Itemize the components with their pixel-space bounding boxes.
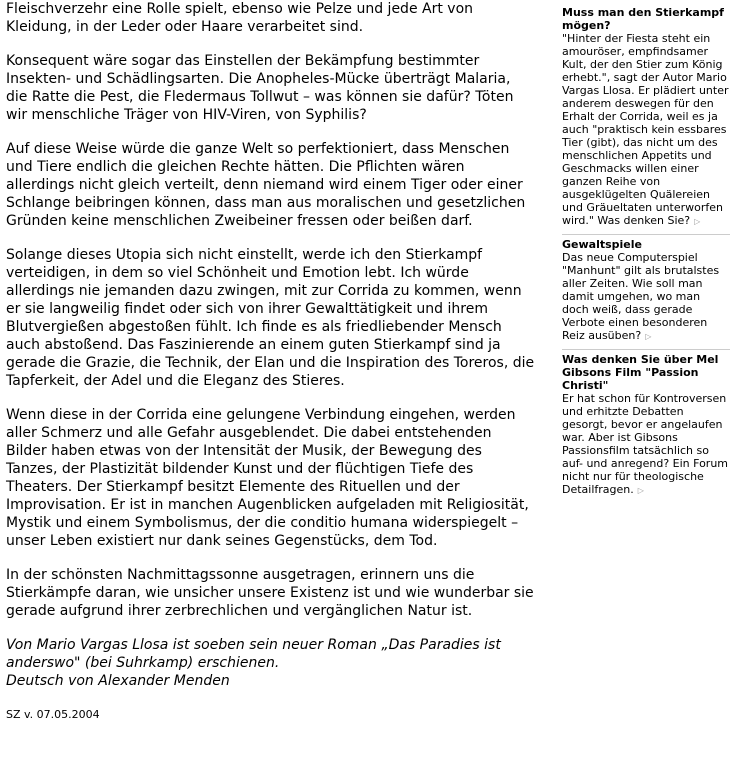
article-paragraph: Wenn diese in der Corrida eine gelungene Verbindung eingehen, werden aller Schmerz und alle Gefahr ausgeblendet. Die dabei entstehenden Bilder haben etwas von der Intensität der Musik, der Bewegung des Tanzes, der Plastizität bildender Kunst und der flüchtigen Tiefe des Theaters. Der Stierkampf besitzt Elemente des Rituellen und der Improvisation. Er ist in manchen Augenblicken aufgeladen mit Religiosität, Mystik und einem Symbolismus, der die conditio humana widerspiegelt – unser Leben existiert nur dank seines Gegenstücks, dem Tod. [6,407,529,549]
translator-credit-line: Deutsch von Alexander Menden [6,673,230,689]
article-paragraph: Auf diese Weise würde die ganze Welt so perfektioniert, dass Menschen und Tiere endlich die gleichen Rechte hätten. Die Pflichten wären allerdings nicht gleich verteilt, denn niemand wird einem Tiger oder einer Schlange beibringen können, dass man aus moralischen und gesetzlichen Gründen keine menschlichen Zweibeiner fressen oder beißen darf. [6,141,526,229]
teaser-body: Das neue Computerspiel "Manhunt" gilt als brutalstes aller Zeiten. Wie soll man damit umgehen, wo man doch weiß, dass gerade Verbote einen besonderen Reiz ausüben? [562,251,720,342]
sidebar [562,6,730,503]
article-paragraph: Fleischverzehr eine Rolle spielt, ebenso wie Pelze und jede Art von Kleidung, in der Leder oder Haare verarbeitet sind. [6,1,474,35]
more-arrow-icon[interactable]: ▷ [637,486,644,495]
teaser-title[interactable]: Was denken Sie über Mel Gibsons Film "Passion Christi" [562,353,719,392]
teaser-text [562,392,730,497]
article-body [6,0,536,722]
teaser-title[interactable]: Muss man den Stierkampf mögen? [562,6,724,32]
article-paragraph: In der schönsten Nachmittagssonne ausgetragen, erinnern uns die Stierkämpfe daran, wie unsicher unsere Existenz ist und wie wunderbar sie gerade aufgrund ihrer zerbrechlichen und vergänglichen Natur ist. [6,567,534,619]
teaser-text [562,32,730,228]
article-paragraph: Solange dieses Utopia sich nicht einstellt, werde ich den Stierkampf verteidigen, in dem so viel Schönheit und Emotion lebt. Ich würde allerdings nie jemanden dazu zwingen, mit zur Corrida zu kommen, wenn er sie langweilig findet oder sich von ihrer Gewalttätigkeit und ihrem Blutvergießen abgestoßen fühlt. Ich finde es als friedliebender Mensch auch abstoßend. Das Faszinierende an einem guten Stierkampf sind ja gerade die Grazie, die Technik, der Elan und die Inspiration des Toreros, die Tapferkeit, der Adel und die Eleganz des Stieres. [6,247,535,389]
author-credit [6,636,536,690]
source-line: SZ v. 07.05.2004 [6,708,100,721]
teaser-text [562,251,730,343]
teaser-body: "Hinter der Fiesta steht ein amouröser, empfindsamer Kult, der den Stier zum König erhebt.", sagt der Autor Mario Vargas Llosa. Er plädiert unter anderem deswegen für den Erhalt der Corrida, weil es ja auch "praktisch kein essbares Tier (gibt), das nicht um des menschlichen Appetits und Geschmacks willen einer ganzen Reihe von ausgeklügelten Quälereien und Gräueltaten unterworfen wird." Was denken Sie? [562,32,729,227]
sidebar-teaser [562,6,730,228]
more-arrow-icon[interactable]: ▷ [645,332,652,341]
author-credit-line: Von Mario Vargas Llosa ist soeben sein neuer Roman „Das Paradies ist anderswo" (bei Suhrkamp) erschienen. [6,637,501,671]
teaser-body: Er hat schon für Kontroversen und erhitzte Debatten gesorgt, bevor er angelaufen war. Aber ist Gibsons Passionsfilm tatsächlich so auf- und anregend? Ein Forum nicht nur für theologische Detailfragen. [562,392,729,496]
sidebar-teaser [562,349,730,497]
more-arrow-icon[interactable]: ▷ [694,217,701,226]
article-paragraph: Konsequent wäre sogar das Einstellen der Bekämpfung bestimmter Insekten- und Schädlingsarten. Die Anopheles-Mücke überträgt Malaria, die Ratte die Pest, die Fledermaus Tollwut – was können sie dafür? Töten wir menschliche Träger von HIV-Viren, von Syphilis? [6,53,514,123]
sidebar-teaser [562,234,730,343]
teaser-title[interactable]: Gewaltspiele [562,238,642,251]
